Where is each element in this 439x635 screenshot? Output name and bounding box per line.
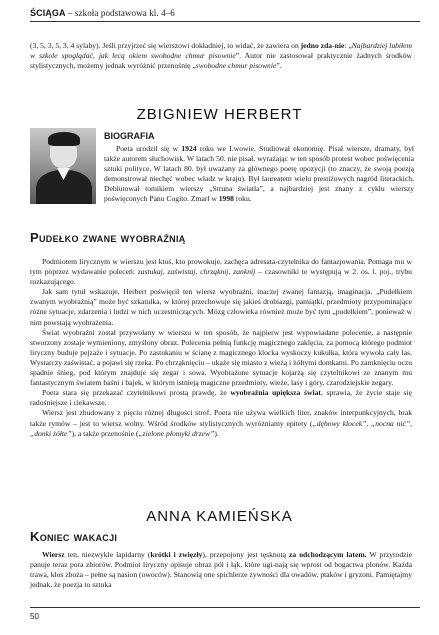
page-number: 50 xyxy=(30,612,39,621)
analysis-text: Podmiotem lirycznym w wierszu jest ktoś, kto prowokuje, zachęca adresata-czytelnika do fantazjowania. Pomaga mu w tym poprzez wydawanie poleceń: xyxy=(30,257,412,277)
biography-heading: BIOGRAFIA xyxy=(104,131,155,141)
analysis-bold: Wiersz xyxy=(42,550,65,559)
analysis-bold: krótki i zwięzły xyxy=(150,550,203,559)
analysis-epithets: „dębowy klocek”, „nocna nić”, „donki żółte” xyxy=(30,418,412,438)
intro-paragraph xyxy=(30,41,412,71)
death-year: 1998 xyxy=(218,194,234,204)
author-portrait xyxy=(30,128,96,204)
bio-text: Poeta urodził się w xyxy=(116,144,182,153)
analysis-text: Wiersz jest zbudowany z pięciu różnej długości strof. Poeta nie używa wielkich liter, znaków interpunkcyjnych, brak także rymów – jest to wiersz wolny. Wśród środków stylistycznych wyróżniamy epitety ( xyxy=(30,408,412,428)
intro-quote: Najbardziej lubiłem w szkole spoglądać, jak lecą okiem swobodne chmur pisownie xyxy=(30,41,412,61)
header-subtitle: – szkoła podstawowa kl. 4–6 xyxy=(65,8,175,18)
analysis-text: , sprawia, że życie staje się radośniejsze i ciekawsze. xyxy=(30,388,412,408)
running-header xyxy=(30,8,410,18)
analysis-text: – czasowniki te występują w 2. os. l. poj., trybu rozkazującego. xyxy=(30,267,412,287)
analysis-text: ), przepojony jest tęsknotą xyxy=(202,550,289,559)
birth-year: 1924 xyxy=(181,144,197,153)
analysis-text: ), a także przenośnie ( xyxy=(71,428,139,438)
intro-quote: swobodne chmur pisownie xyxy=(195,61,277,71)
analysis-text: W przyrodzie panuje teraz pora zbiorów. Podmiot liryczny opisuje obraz pól i łąk, które ugi-nają się wprost od bogactwa plonów. Każda trawa, kłos zboża – pełne są nasion (owoców). Stanowią one spichlerze żywności dla owadów, ptaków i gryzoni. Pamiętajmy jednak, że poezja to sztuka xyxy=(30,550,412,590)
intro-bold: jedno zda-nie xyxy=(300,41,345,50)
intro-text: ”. xyxy=(276,61,282,71)
analysis-text: ). xyxy=(214,428,219,438)
analysis-paragraph: Jak sam tytuł wskazuje, Herbert poświęcił ten wiersz wyobraźni, inaczej zwanej fantazją, imaginacja. „Pudełkiem zwanym wyobraźnią” może być szkatułka, w której przechowuje się jakieś drobiazgi, pamiątki, przedmioty przypominające różne sytuacje, zdarzenia i ludzi w nich uczestniczących. Mózg człowieka również może być tym „pudełkiem”, ponieważ w nim powstają wyobrażenia. xyxy=(30,287,412,327)
poem2-analysis xyxy=(30,550,412,590)
analysis-metaphor: „zielone płomyki drzew” xyxy=(138,428,215,438)
analysis-paragraph: Świat wyobraźni został przywołany w wierszu w ten sposób, że najpierw jest wypowiadane polecenie, a następnie stworzony zostaje wymieniony, zmyślony obraz. Polecenia pełnią funkcję magicznego zaklęcia, za pomocą którego podmiot liryczny buduje pejzaże i sytuacje. Po zastukaniu w ścianę z magicznego klocka wyskoczy kukułka, która wywoła cały las. Wystarczy zaświstać, a pojawi się rzeka. Po chrząknięciu – ukaże się miasto z wieżą i żółtymi domkami. Po zamknięciu oczu spadnie śnieg, pod którym znajduje się zegar i sowa. Wyobrażone sytuacje kojarzą się czytelnikowi ze znanym mu fantastycznym światem baśni i bajek, w którym istnieją magiczne przedmioty, wieże, lasy i góry, czarodziejskie zegary. xyxy=(30,327,412,388)
analysis-text: ten, niezwykle lapidarny ( xyxy=(64,550,151,559)
poem-title-pudelko: Pudełko zwane wyobraźnią xyxy=(30,230,186,245)
intro-text: (3, 5, 3, 5, 3, 4 sylaby). Jeśli przyjrzeć się wierszowi dokładniej, to widać, że zawiera on xyxy=(30,41,301,50)
author-heading-kamienska: ANNA KAMIEŃSKA xyxy=(146,508,293,525)
poem-title-koniec-wakacji: Koniec wakacji xyxy=(30,529,118,544)
analysis-bold: za odchodzącym latem. xyxy=(289,550,367,559)
intro-text: ”. Autor nie zastosował praktycznie żadnych środków stylistycznych, możemy jednak wyróżnić przenośnię „ xyxy=(30,51,412,71)
poem1-analysis xyxy=(30,257,412,439)
biography-text xyxy=(104,144,414,205)
analysis-verbs: zastukaj, zaświstaj, chrząknij, zanknij xyxy=(137,267,256,277)
author-heading-herbert: ZBIGNIEW HERBERT xyxy=(136,106,303,123)
analysis-key-idea: wyobraźnia upiększa świat xyxy=(230,388,321,398)
header-series-title: ŚCIĄGA xyxy=(30,8,66,18)
footer-rule xyxy=(30,607,420,608)
bio-text: roku. xyxy=(233,194,252,204)
bio-text: roku we Lwowie. Studiował ekonomię. Pisał wiersze, dramaty, był także autorem słuchowisk. W latach 50. nie pisał, wyrażając w ten sposób protest wobec poświęcenia sztuki polityce. W latach 80. był uważany za głównego poetę opozycji (to znaczy, że swoją poezją demonstrował niechęć wobec władz w kraju). Był laureatem wielu prestiżowych nagród literackich. Debiutował tomikiem wierszy „Struna światła”, a najbardziej jest znany z cyklu wierszy poświęconych Panu Cogito. Zmarł w xyxy=(104,144,414,204)
intro-text: : „ xyxy=(344,41,352,50)
analysis-text: Poeta stara się przekazać czytelnikowi prostą prawdę, że xyxy=(42,388,231,398)
header-rule xyxy=(30,21,420,22)
